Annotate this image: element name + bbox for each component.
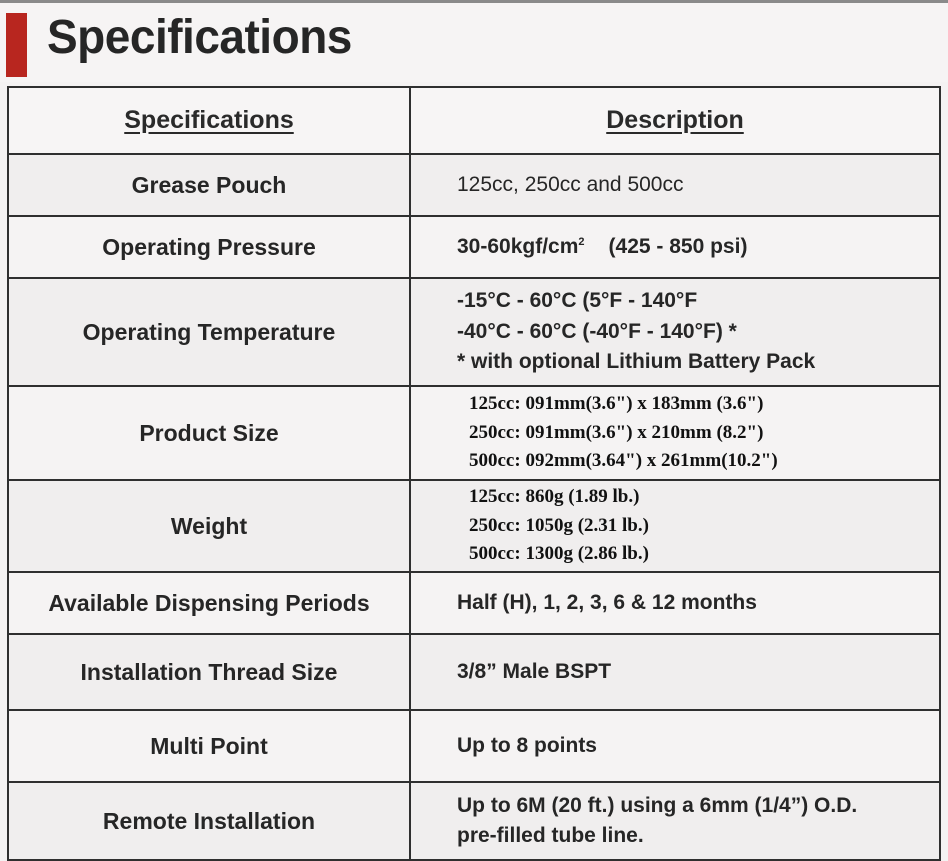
description-line: 500cc: 092mm(3.64") x 261mm(10.2") [469,450,778,472]
table-row [8,386,940,480]
spec-description [410,634,940,710]
spec-description [410,480,940,572]
description-line: 30-60kgf/cm [457,234,579,258]
description-line: 500cc: 1300g (2.86 lb.) [469,543,649,565]
spec-description [410,710,940,782]
specifications-table [7,86,941,861]
spec-description [410,782,940,860]
spec-description [410,572,940,634]
table-row [8,572,940,634]
spec-label: Available Dispensing Periods [8,572,410,634]
description-line: * with optional Lithium Battery Pack [457,350,816,374]
page-title: Specifications [47,8,352,64]
description-line: 125cc, 250cc and 500cc [457,172,684,196]
description-line: -15°C - 60°C (5°F - 140°F [457,289,698,313]
accent-bar [6,13,27,77]
description-line: 250cc: 091mm(3.6") x 210mm (8.2") [469,421,764,443]
table-header-row [8,87,940,154]
spec-label: Installation Thread Size [8,634,410,710]
column-header-specifications: Specifications [8,87,410,154]
table-row [8,480,940,572]
description-line: 250cc: 1050g (2.31 lb.) [469,514,649,536]
table-row [8,216,940,278]
description-line: Up to 8 points [457,733,597,757]
spec-label: Remote Installation [8,782,410,860]
table-row [8,782,940,860]
page-header [0,0,948,82]
spec-label: Operating Pressure [8,216,410,278]
spec-label: Weight [8,480,410,572]
description-line: 125cc: 860g (1.89 lb.) [469,486,640,508]
table-row [8,634,940,710]
column-header-description: Description [410,87,940,154]
table-row [8,278,940,386]
description-line: 3/8” Male BSPT [457,659,612,683]
spec-label: Multi Point [8,710,410,782]
description-line: pre-filled tube line. [457,824,644,847]
table-row [8,154,940,216]
description-line: 125cc: 091mm(3.6") x 183mm (3.6") [469,393,764,415]
superscript: 2 [578,235,585,248]
description-line: (425 - 850 psi) [608,234,748,258]
spec-label: Grease Pouch [8,154,410,216]
spec-description [410,278,940,386]
description-line: Up to 6M (20 ft.) using a 6mm (1/4”) O.D. [457,793,858,817]
table-row [8,710,940,782]
spec-label: Product Size [8,386,410,480]
spec-description [410,216,940,278]
spec-description [410,386,940,480]
description-line: -40°C - 60°C (-40°F - 140°F) * [457,319,737,343]
spec-description [410,154,940,216]
spec-label: Operating Temperature [8,278,410,386]
description-line: Half (H), 1, 2, 3, 6 & 12 months [457,590,757,614]
